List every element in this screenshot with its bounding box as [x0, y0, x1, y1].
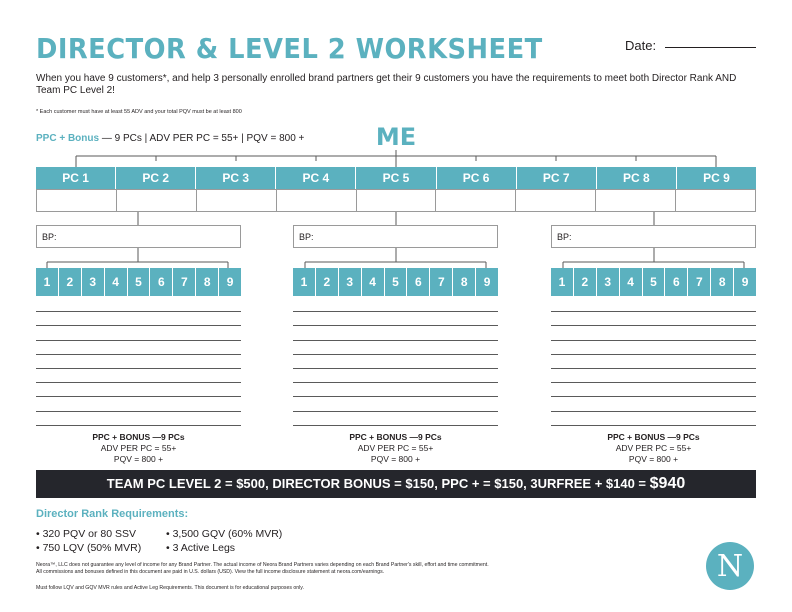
number-cell: 6 [665, 268, 688, 296]
banner-total: $940 [649, 475, 686, 492]
pc-header-row [36, 167, 756, 189]
legal-line: All commissions and bonuses defined in this document are paid in U.S. dollars (USD). View the full income disclosure statement at neora.com/earnings. [36, 569, 385, 575]
leg-requirements-2 [293, 432, 498, 465]
pc-entry-field[interactable] [676, 190, 755, 211]
customer-line[interactable] [36, 397, 241, 411]
pc-header-cell: PC 7 [517, 167, 597, 189]
req-line-2: ADV PER PC = 55+ [100, 443, 177, 453]
customer-line[interactable] [551, 369, 756, 383]
pc-header-cell: PC 3 [196, 167, 276, 189]
req-line-3: PQV = 800 + [370, 454, 421, 464]
customer-line[interactable] [36, 298, 241, 312]
req-line-3: PQV = 800 + [113, 454, 164, 464]
number-cell: 4 [620, 268, 643, 296]
pc-entry-field[interactable] [117, 190, 197, 211]
number-cell: 2 [574, 268, 597, 296]
bp-field-1[interactable] [36, 225, 241, 248]
customer-line[interactable] [36, 355, 241, 369]
pc-entry-field[interactable] [596, 190, 676, 211]
customer-line[interactable] [36, 326, 241, 340]
number-cell: 5 [128, 268, 151, 296]
customer-line[interactable] [551, 397, 756, 411]
number-cell: 2 [59, 268, 82, 296]
pc-entry-field[interactable] [436, 190, 516, 211]
number-cell: 3 [339, 268, 362, 296]
customer-line[interactable] [293, 397, 498, 411]
bp-field-3[interactable] [551, 225, 756, 248]
number-cell: 5 [643, 268, 666, 296]
pc-header-cell: PC 1 [36, 167, 116, 189]
number-cell: 3 [82, 268, 105, 296]
director-requirements-title: Director Rank Requirements: [36, 508, 189, 520]
number-cell: 7 [173, 268, 196, 296]
neora-logo [706, 542, 754, 590]
number-cell: 9 [483, 275, 491, 289]
customer-lines-1 [36, 298, 241, 426]
req-line-1: PPC + BONUS —9 PCs [349, 432, 442, 442]
bp-label: BP: [299, 232, 314, 242]
customer-line[interactable] [551, 298, 756, 312]
customer-line[interactable] [551, 412, 756, 426]
number-cell: 7 [688, 268, 711, 296]
bp-label: BP: [557, 232, 572, 242]
customer-line[interactable] [36, 341, 241, 355]
number-cell: 6 [407, 268, 430, 296]
pc-entry-field[interactable] [197, 190, 277, 211]
customer-line[interactable] [551, 341, 756, 355]
customer-line[interactable] [551, 312, 756, 326]
pc-entry-row [36, 189, 756, 212]
pc-entry-field[interactable] [357, 190, 437, 211]
leg-requirements-3 [551, 432, 756, 465]
customer-line[interactable] [293, 298, 498, 312]
customer-lines-3 [551, 298, 756, 426]
me-label: ME [375, 123, 417, 151]
banner-text: TEAM PC LEVEL 2 = $500, DIRECTOR BONUS = $150, PPC + = $150, 3URFREE + $140 = [106, 476, 650, 491]
req-line-1: PPC + BONUS —9 PCs [607, 432, 700, 442]
customer-line[interactable] [551, 383, 756, 397]
number-row-1 [36, 268, 241, 296]
number-cell: 2 [316, 268, 339, 296]
logo-letter: N [716, 548, 744, 584]
number-row-2 [293, 268, 498, 296]
number-cell: 4 [105, 268, 128, 296]
customer-line[interactable] [293, 326, 498, 340]
req-line-2: ADV PER PC = 55+ [357, 443, 434, 453]
req-line-1: PPC + BONUS —9 PCs [92, 432, 185, 442]
intro-text: When you have 9 customers*, and help 3 personally enrolled brand partners get their 9 customers you have the requirements to meet both Director Rank AND Team PC Level 2! [36, 73, 737, 96]
pc-header-cell: PC 5 [356, 167, 436, 189]
customer-line[interactable] [551, 355, 756, 369]
customer-line[interactable] [36, 369, 241, 383]
number-cell: 8 [453, 268, 476, 296]
director-requirements-col2 [166, 527, 282, 555]
customer-line[interactable] [293, 412, 498, 426]
pc-entry-field[interactable] [277, 190, 357, 211]
ppc-bonus-text: — 9 PCs | ADV PER PC = 55+ | PQV = 800 + [99, 133, 305, 144]
number-cell: 7 [430, 268, 453, 296]
number-cell: 9 [741, 275, 749, 289]
bp-field-2[interactable] [293, 225, 498, 248]
customer-line[interactable] [293, 369, 498, 383]
requirement-item: • 3 Active Legs [166, 541, 282, 555]
pc-entry-field[interactable] [516, 190, 596, 211]
ppc-bonus-label: PPC + Bonus [36, 133, 100, 144]
date-field[interactable] [665, 47, 756, 48]
number-cell: 6 [150, 268, 173, 296]
pc-header-cell: PC 2 [116, 167, 196, 189]
customer-line[interactable] [551, 326, 756, 340]
pc-header-cell: PC 6 [437, 167, 517, 189]
legal-disclaimer [36, 562, 636, 576]
number-row-3 [551, 268, 756, 296]
number-cell: 1 [551, 268, 574, 296]
date-label: Date: [625, 38, 657, 53]
customer-line[interactable] [36, 412, 241, 426]
bp-label: BP: [42, 232, 57, 242]
customer-line[interactable] [36, 312, 241, 326]
page-title: DIRECTOR & LEVEL 2 WORKSHEET [36, 32, 543, 65]
number-cell: 3 [597, 268, 620, 296]
pc-header-cell: PC 9 [703, 171, 730, 185]
customer-lines-2 [293, 298, 498, 426]
number-cell: 9 [226, 275, 234, 289]
customer-line[interactable] [293, 341, 498, 355]
pc-entry-field[interactable] [37, 190, 117, 211]
pc-header-cell: PC 4 [276, 167, 356, 189]
legal-line: Neora™, LLC does not guarantee any level of income for any Brand Partner. The actual income of Neora Brand Partners varies depending on each Brand Partner's skill, effort and time commitment. [36, 562, 489, 568]
requirement-item: • 750 LQV (50% MVR) [36, 541, 141, 555]
footnote: * Each customer must have at least 55 ADV and your total PQV must be at least 800 [36, 109, 242, 115]
number-cell: 1 [36, 268, 59, 296]
customer-line[interactable] [293, 312, 498, 326]
req-line-2: ADV PER PC = 55+ [615, 443, 692, 453]
customer-line[interactable] [293, 355, 498, 369]
requirement-item: • 3,500 GQV (60% MVR) [166, 527, 282, 541]
leg-requirements-1 [36, 432, 241, 465]
summary-banner [36, 470, 756, 498]
customer-line[interactable] [293, 383, 498, 397]
number-cell: 1 [293, 268, 316, 296]
number-cell: 8 [711, 268, 734, 296]
pc-header-cell: PC 8 [597, 167, 677, 189]
number-cell: 5 [385, 268, 408, 296]
requirement-item: • 320 PQV or 80 SSV [36, 527, 141, 541]
director-requirements-col1 [36, 527, 141, 555]
number-cell: 4 [362, 268, 385, 296]
number-cell: 8 [196, 268, 219, 296]
ppc-bonus-line [36, 133, 304, 144]
req-line-3: PQV = 800 + [628, 454, 679, 464]
legal-line: Must follow LQV and GQV MVR rules and Active Leg Requirements. This document is for educational purposes only. [36, 585, 304, 591]
customer-line[interactable] [36, 383, 241, 397]
